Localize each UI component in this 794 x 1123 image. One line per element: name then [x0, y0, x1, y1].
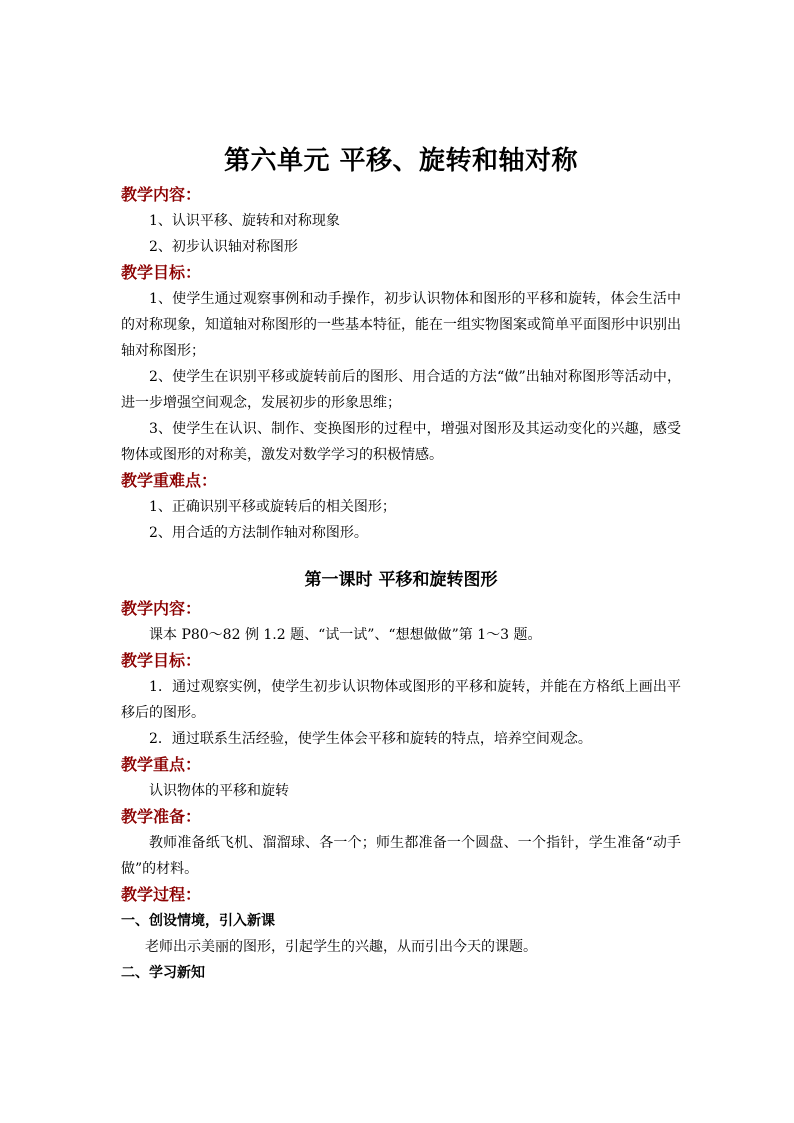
document-body: [121, 140, 681, 986]
lesson-goal: 1．通过观察实例，使学生初步认识物体或图形的平移和旋转，并能在方格纸上画出平移后的图形。: [121, 679, 681, 721]
unit-goals-heading: 教学目标：: [121, 263, 202, 282]
lesson-content: 课本 P80～82 例 1.2 题、“试一试”、“想想做做”第 1～3 题。: [149, 627, 542, 643]
lesson-process-heading: 教学过程：: [121, 885, 202, 904]
lesson-prep: 教师准备纸飞机、溜溜球、各一个；师生都准备一个圆盘、一个指针，学生准备“动手做”的材料。: [121, 835, 681, 877]
unit-title: 第六单元 平移、旋转和轴对称: [223, 146, 579, 176]
lesson-key: 认识物体的平移和旋转: [149, 783, 289, 799]
lesson-content-heading: 教学内容：: [121, 599, 202, 618]
unit-difficulty-item: 2、用合适的方法制作轴对称图形。: [149, 525, 368, 541]
unit-difficulty-heading: 教学重难点：: [121, 471, 218, 490]
unit-goal: 2、使学生在识别平移或旋转前后的图形、用合适的方法“做”出轴对称图形等活动中，进一步增强空间观念，发展初步的形象思维；: [121, 369, 681, 411]
unit-content-item: 1、认识平移、旋转和对称现象: [149, 213, 340, 229]
unit-goal: 3、使学生在认识、制作、变换图形的过程中，增强对图形及其运动变化的兴趣，感受物体或图形的对称美，激发对数学学习的积极情感。: [121, 421, 681, 463]
lesson-title: 第一课时 平移和旋转图形: [304, 570, 498, 590]
step-two-title: 二、学习新知: [121, 965, 205, 981]
lesson-goal: 2．通过联系生活经验，使学生体会平移和旋转的特点，培养空间观念。: [149, 731, 592, 747]
lesson-prep-heading: 教学准备：: [121, 807, 202, 826]
unit-content-item: 2、初步认识轴对称图形: [149, 239, 298, 255]
lesson-goals-heading: 教学目标：: [121, 651, 202, 670]
lesson-key-heading: 教学重点：: [121, 755, 202, 774]
step-one-text: 老师出示美丽的图形，引起学生的兴趣，从而引出今天的课题。: [145, 939, 537, 955]
step-one-title: 一、创设情境，引入新课: [121, 913, 275, 929]
unit-content-heading: 教学内容：: [121, 185, 202, 204]
unit-goal: 1、使学生通过观察事例和动手操作，初步认识物体和图形的平移和旋转，体会生活中的对称现象，知道轴对称图形的一些基本特征，能在一组实物图案或简单平面图形中识别出轴对称图形；: [121, 291, 681, 359]
unit-difficulty-item: 1、正确识别平移或旋转后的相关图形；: [149, 499, 396, 515]
